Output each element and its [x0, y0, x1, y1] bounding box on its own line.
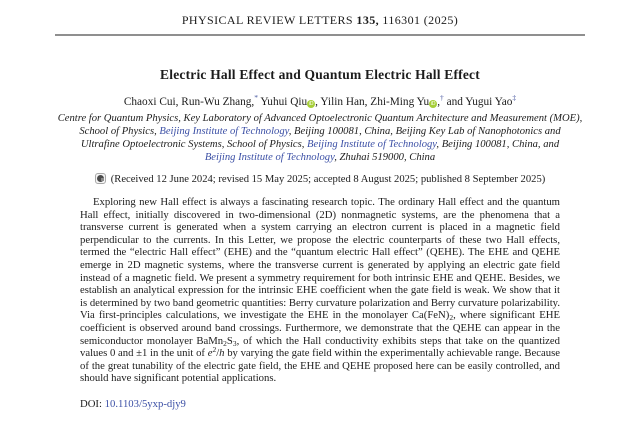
author-names: ,: [437, 96, 441, 108]
orcid-icon[interactable]: iD: [430, 101, 436, 107]
institution-link[interactable]: Beijing Institute of Technology: [307, 139, 437, 150]
crossmark-mark: [101, 178, 104, 181]
math-exponent: 2: [212, 345, 217, 355]
affiliation-text: Centre for Quantum Physics, Key Laboratory of Advanced Optoelectronic Quantum Architecture and Measurement (MOE),: [57, 113, 583, 124]
affiliation-block: [0, 112, 640, 164]
journal-issue: 116301 (2025): [379, 13, 459, 27]
author-names: Yuhui Qiu: [258, 96, 308, 108]
journal-name: PHYSICAL REVIEW LETTERS: [181, 13, 357, 27]
header-divider: [55, 34, 585, 36]
affiliation-line: [0, 151, 640, 164]
abstract-text: Exploring new Hall effect is always a fascinating research topic. The ordinary Hall effect and the quantum Hall effect, initially discovered in two-dimensional (2D) nonmagnetic systems, are the phenomena that a transverse current is generated when a system carrying an electron current is placed in a magnetic field perpendicular to the currents. In this Letter, we propose the electric counterparts of these two Hall effects, termed the “electric Hall effect” (EHE) and the “quantum electric Hall effect” (QEHE). The EHE and QEHE emerge in 2D magnetic systems, where the transverse current is generated by applying an electric gate field instead of a magnetic field. We present a symmetry requirement for both intrinsic EHE and QEHE. Besides, we establish an analytical expression for the intrinsic EHE coefficient when the gate field is weak. We show that it is determined by two band geometric quantities: Berry curvature polarization and Berry curvature polarizability. Via first-principles calculations, we investigate the EHE in the monolayer Ca(FeN): [80, 196, 560, 322]
doi-line: [80, 398, 560, 410]
abstract-paragraph: [80, 196, 560, 385]
affiliation-text: Ultrafine Optoelectronic Systems, School of Physics,: [80, 139, 308, 150]
chemical-subscript: 2: [449, 313, 454, 323]
affiliation-line: [0, 125, 640, 138]
affiliation-line: [0, 138, 640, 151]
page-title: Electric Hall Effect and Quantum Electric Hall Effect: [160, 67, 480, 82]
journal-volume: 135,: [356, 13, 380, 27]
affiliation-line: [0, 112, 640, 125]
footnote-asterisk-link[interactable]: *: [254, 93, 258, 103]
abstract-text: S: [226, 334, 233, 347]
doi-link[interactable]: 10.1103/5yxp-djy9: [104, 397, 186, 410]
author-names: and Yugui Yao: [443, 96, 513, 108]
abstract-text: , of which the Hall conductivity exhibits steps that take on the quantized values 0 and ±1 in the unit of: [80, 334, 560, 360]
abstract-text: by varying the gate field within the experimentally achievable range. Because of the great tunability of the electric gate field, the EHE and QEHE proposed here can be easily controlled, and should have significant potential applications.: [80, 347, 561, 385]
institution-link[interactable]: Beijing Institute of Technology: [159, 126, 289, 137]
affiliation-text: , Beijing 100081, China, and: [436, 139, 560, 150]
doi-label: DOI:: [80, 397, 105, 410]
journal-header: [0, 0, 640, 28]
abstract-text: , where significant EHE coefficient is observed around band crossings. Furthermore, we demonstrate that the QEHE can appear in the semiconductor monolayer BaMn: [80, 309, 560, 347]
institution-link[interactable]: Beijing Institute of Technology: [204, 152, 335, 163]
affiliation-text: , Zhuhai 519000, China: [334, 152, 436, 163]
orcid-icon[interactable]: iD: [308, 101, 314, 107]
footnote-dagger-link[interactable]: †: [440, 93, 444, 103]
affiliation-text: , Beijing 100081, China, Beijing Key Lab of Nanophotonics and: [288, 126, 561, 137]
footnote-double-dagger-link[interactable]: ‡: [512, 93, 517, 103]
history-text: (Received 12 June 2024; revised 15 May 2025; accepted 8 August 2025; published 8 September 2025): [110, 174, 546, 185]
math-operator: /: [216, 347, 220, 360]
chemical-subscript: 3: [232, 338, 237, 348]
author-names: , Yilin Han, Zhi-Ming Yu: [315, 96, 430, 108]
math-variable: e: [207, 347, 213, 360]
publication-history: [0, 173, 640, 185]
math-variable: h: [219, 347, 225, 360]
chemical-subscript: 2: [223, 338, 227, 348]
affiliation-text: School of Physics,: [79, 126, 160, 137]
author-list: [0, 93, 640, 108]
crossmark-icon[interactable]: [95, 173, 106, 184]
author-names: Chaoxi Cui, Run-Wu Zhang,: [123, 96, 255, 108]
